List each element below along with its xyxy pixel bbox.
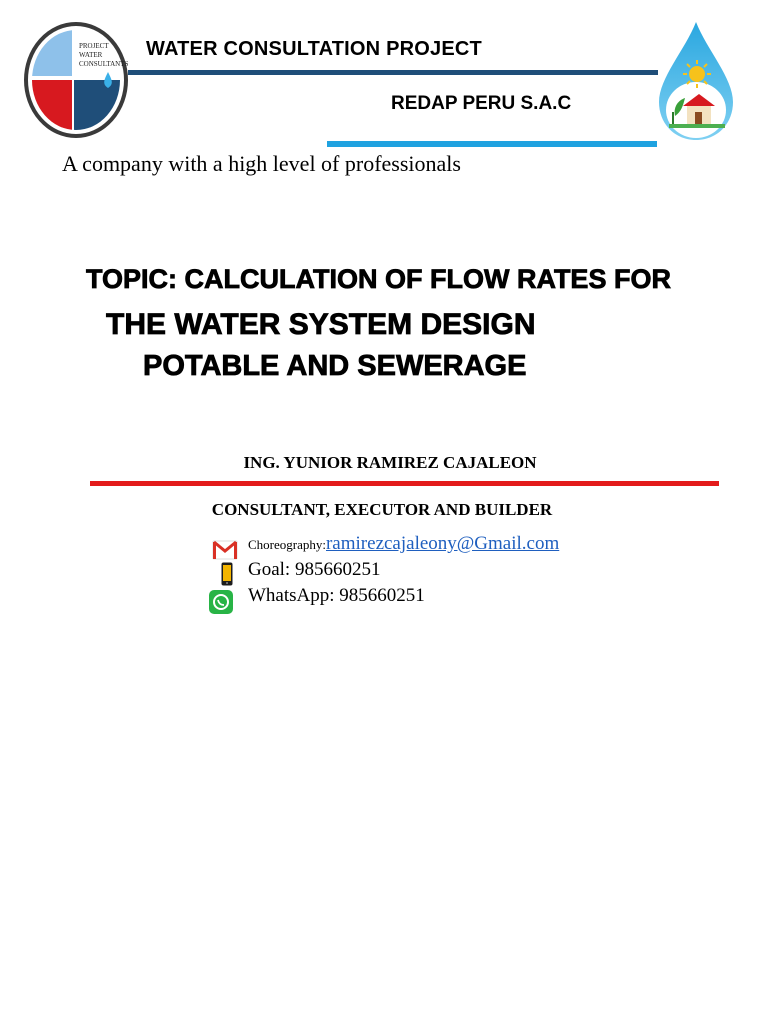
header-title: WATER CONSULTATION PROJECT (146, 38, 482, 60)
logo-text-1: PROJECT (79, 42, 109, 50)
company-tagline: A company with a high level of professionals (62, 151, 461, 176)
header-divider-dark (128, 70, 658, 75)
topic-title-line-2: THE WATER SYSTEM DESIGN (106, 308, 536, 341)
topic-title-line-3: POTABLE AND SEWERAGE (143, 350, 527, 382)
logo-text-3: CONSULTANTS (79, 60, 128, 68)
logo-text-2: WATER (79, 51, 103, 59)
gmail-icon (212, 537, 238, 561)
topic-title-line-1: TOPIC: CALCULATION OF FLOW RATES FOR (86, 264, 671, 294)
phone-icon (221, 562, 233, 586)
author-divider (90, 481, 719, 486)
header-divider-light (327, 141, 657, 147)
water-drop-house-logo (655, 20, 737, 142)
company-name: REDAP PERU S.A.C (391, 93, 572, 114)
email-link[interactable]: ramirezcajaleony@Gmail.com (325, 533, 560, 554)
email-label: Choreography: (248, 537, 326, 552)
whatsapp-line: WhatsApp: 985660251 (248, 585, 425, 606)
author-role: CONSULTANT, EXECUTOR AND BUILDER (211, 500, 553, 519)
project-water-consultants-logo (24, 22, 128, 138)
author-name: ING. YUNIOR RAMIREZ CAJALEON (243, 453, 537, 472)
email-line (248, 533, 559, 555)
whatsapp-icon (209, 589, 233, 615)
phone-line: Goal: 985660251 (248, 559, 381, 580)
